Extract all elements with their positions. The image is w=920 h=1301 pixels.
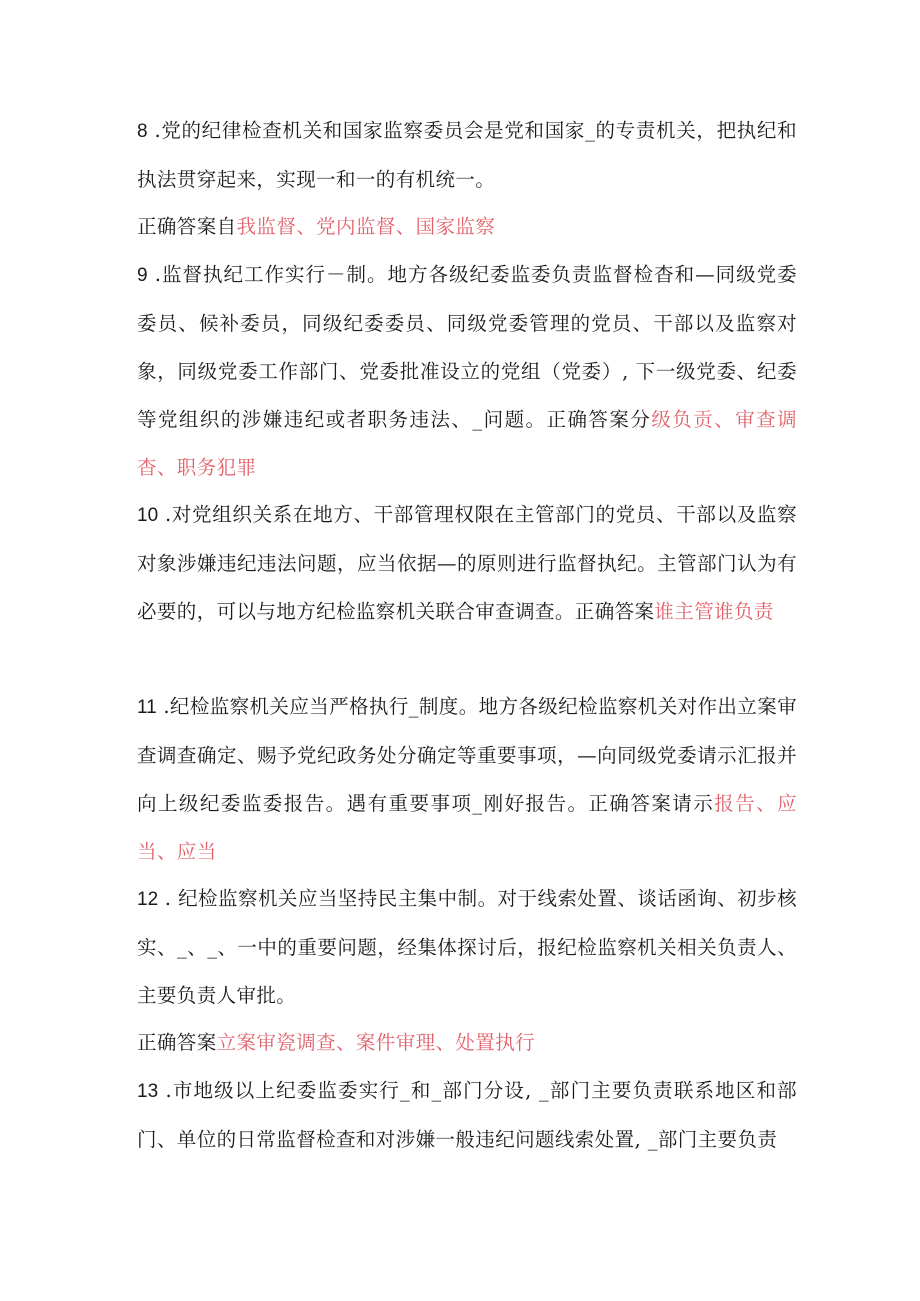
question-number: 12 xyxy=(137,889,159,910)
question-number: 9 xyxy=(137,265,148,286)
answer-text: 谁主管谁负责 xyxy=(654,600,774,623)
answer-prefix: 正确答案自 xyxy=(137,215,237,238)
question-text: .市地级以上纪委监委实行_和_部门分设, _部门主要负责联系地区和部门、单位的日常监督检查和对涉嫌一般违纪问题线索处置, _部门主要负责 xyxy=(137,1079,797,1151)
question-number: 8 xyxy=(137,121,148,142)
question-11 xyxy=(137,683,797,876)
answer-line-12 xyxy=(137,1019,797,1067)
question-number: 13 xyxy=(137,1081,159,1102)
question-text: .党的纪律检查机关和国家监察委员会是党和国家_的专责机关，把执纪和执法贯穿起来，实现一和一的有机统一。 xyxy=(137,119,797,191)
question-13 xyxy=(137,1067,797,1164)
question-number: 11 xyxy=(137,697,157,718)
answer-text: 报告、应当、应当 xyxy=(137,792,797,863)
question-12 xyxy=(137,875,797,1020)
answer-text: 立案审瓷调查、案件审理、处置执行 xyxy=(216,1031,536,1054)
question-9 xyxy=(137,251,797,492)
question-10 xyxy=(137,491,797,636)
question-text: .纪检监察机关应当严格执行_制度。地方各级纪检监察机关对作出立案审查调查确定、赐予党纪政务处分确定等重要事项，—向同级党委请示汇报并向上级纪委监委报告。遇有重要事项_刚好报告。正确答案请示 xyxy=(137,695,797,815)
question-text: .对党组织关系在地方、干部管理权限在主管部门的党员、干部以及监察对象涉嫌违纪违法问题，应当依据—的原则进行监督执纪。主管部门认为有必要的，可以与地方纪检监察机关联合审查调查。正确答案 xyxy=(137,503,797,623)
answer-line-8 xyxy=(137,203,797,251)
question-text: . 纪检监察机关应当坚持民主集中制。对于线索处置、谈话函询、初步核实、_、_、一中的重要问题，经集体探讨后，报纪检监察机关相关负责人、主要负责人审批。 xyxy=(137,887,797,1007)
question-number: 10 xyxy=(137,505,159,526)
answer-text: 级负贡、审查调杳、职务犯罪 xyxy=(137,408,797,479)
question-8 xyxy=(137,107,797,204)
answer-prefix: 正确答案 xyxy=(137,1031,217,1054)
answer-text: 我监督、党内监督、国家监察 xyxy=(236,215,496,238)
question-text: .监督执纪工作实行－制。地方各级纪委监委负责监督检杳和—同级党委委员、候补委员，同级纪委委员、同级党委管理的党员、干部以及监察对象，同级党委工作部门、党委批准设立的党组（党委）, 下一级党委、纪委等党组织的涉嫌违纪或者职务违法、_问题。正确答案分 xyxy=(137,263,797,431)
